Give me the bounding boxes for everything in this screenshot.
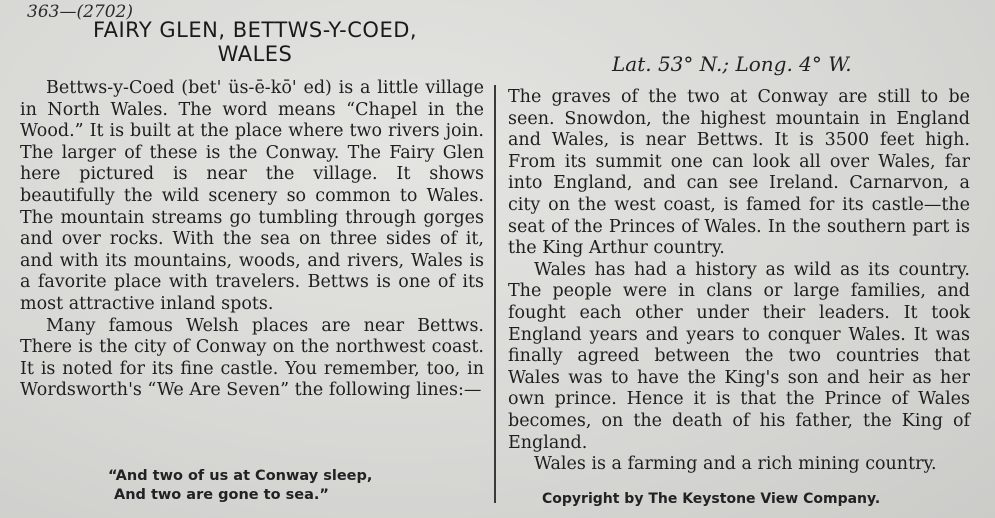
copyright-notice: Copyright by The Keystone View Company. bbox=[542, 491, 881, 507]
left-paragraph-1: Bettws-y-Coed (bet' üs-ē-kō' ed) is a little village in North Wales. The word means “Chapel in the Wood.” It is built at the place where two rivers join. The larger of these is the Conway. The Fairy Glen here pictured is near the village. It shows beautifully the wild scenery so common to Wales. The mountain streams go tumbling through gorges and over rocks. With the sea on three sides of it, and with its mountains, woods, and rivers, Wales is a favorite place with travelers. Bettws is one of its most attractive inland spots. bbox=[20, 78, 484, 314]
right-column bbox=[508, 87, 970, 476]
quote-line-1: “And two of us at Conway sleep, bbox=[108, 468, 373, 484]
right-paragraph-2: Wales has had a history as wild as its country. The people were in clans or large families, and fought each other under their leaders. It took England years and years to conquer Wales. It was finally agreed between the two countries that Wales was to have the King's son and heir as her own prince. Hence it is that the Prince of Wales becomes, on the death of his father, the King of England. bbox=[508, 259, 970, 453]
page-title bbox=[60, 18, 450, 66]
right-paragraph-1: The graves of the two at Conway are still to be seen. Snowdon, the highest mountain in England and Wales, is near Bettws. It is 3500 feet high. From its summit one can look all over Wales, far into England, and can see Ireland. Carnarvon, a city on the west coast, is famed for its castle—the seat of the Princes of Wales. In the southern part is the King Arthur country. bbox=[508, 87, 970, 259]
stock-number: 363—(2702) bbox=[27, 2, 133, 22]
poem-quote bbox=[108, 467, 372, 505]
coordinates: Lat. 53° N.; Long. 4° W. bbox=[612, 52, 852, 76]
title-line-1: FAIRY GLEN, BETTWS-Y-COED, bbox=[92, 18, 418, 42]
right-paragraph-3: Wales is a farming and a rich mining country. bbox=[534, 454, 937, 475]
title-line-2: WALES bbox=[217, 42, 293, 66]
quote-line-2: And two are gone to sea.” bbox=[114, 487, 329, 503]
left-column bbox=[20, 78, 484, 402]
left-paragraph-2: Many famous Welsh places are near Bettws. There is the city of Conway on the northwest coast. It is noted for its fine castle. You remember, too, in Wordsworth's “We Are Seven” the following lines:— bbox=[20, 315, 484, 401]
column-divider bbox=[494, 85, 496, 503]
